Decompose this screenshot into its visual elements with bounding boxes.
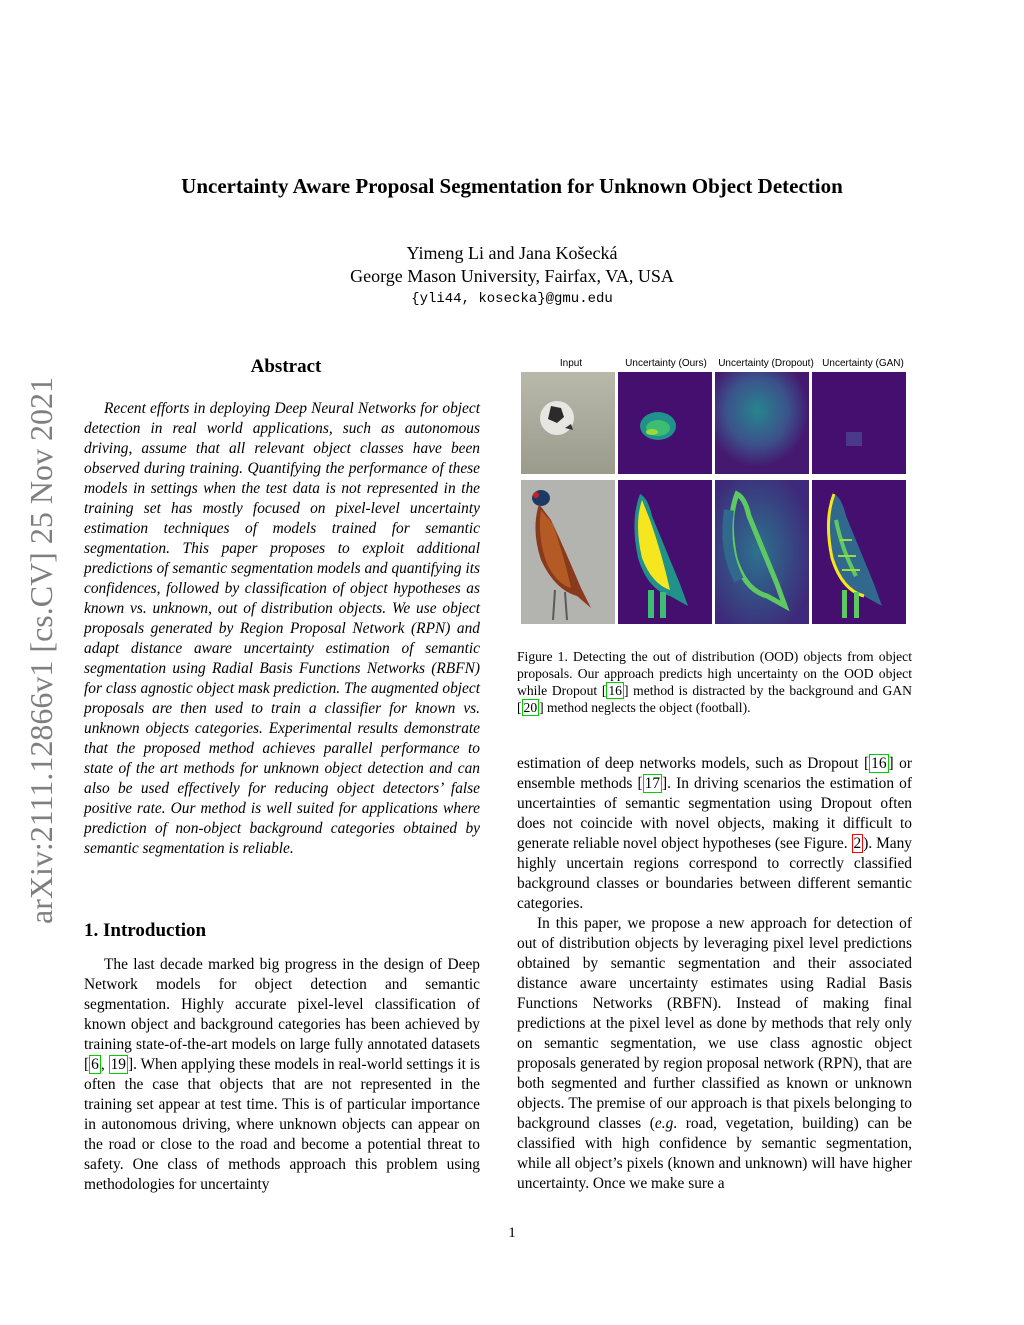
email: {yli44, kosecka}@gmu.edu xyxy=(411,291,613,307)
uncertainty-gan-football xyxy=(812,372,906,474)
paragraph: In this paper, we propose a new approach for detection of out of distribution objects by leveraging pixel level predictions obtained by semantic segmentation and their associated distance aware uncertainty estimates using Radial Basis Functions Networks (RBFN). Instead of making final predictions at the pixel level as done by methods that rely only on semantic segmentation, we use class agnostic object proposals generated by region proposal network (RPN), that are both segmented and further classified as known or unknown objects. The premise of our approach is that pixels belonging to background classes (e.g. road, vegetation, building) can be classified with high confidence by semantic segmentation, while all object’s pixels (known and unknown) will have higher uncertainty. Once we make sure a xyxy=(517,915,912,1192)
input-image-football xyxy=(521,372,615,474)
paper-title: Uncertainty Aware Proposal Segmentation for Unknown Object Detection xyxy=(181,174,843,198)
arxiv-id: arXiv:2111.12866v1 [cs.CV] 25 Nov 2021 xyxy=(22,376,59,924)
citation-link[interactable]: 17 xyxy=(644,775,661,792)
citation-link[interactable]: 19 xyxy=(110,1056,126,1073)
arxiv-stamp xyxy=(16,355,66,945)
page-number: 1 xyxy=(508,1225,516,1241)
uncertainty-ours-pheasant xyxy=(618,480,712,624)
figure-col-header: Uncertainty (Dropout) xyxy=(718,358,814,369)
figure-ref-link[interactable]: 2 xyxy=(853,835,862,852)
intro-paragraph: The last decade marked big progress in the design of Deep Network models for object detection and semantic segmentation. Highly accurate pixel-level classification of known object and background categories has been achieved by training state-of-the-art models on large fully annotated datasets [ 6 , 19 ]. When applying these models in real-world settings it is often the case that objects that are not represented in the training set appear at test time. This is of particular importance in autonomous driving, where unknown objects can appear on the road or close to the road and become a potential threat to safety. One class of methods approach this problem using methodologies for uncertainty xyxy=(84,956,480,1193)
affiliation: George Mason University, Fairfax, VA, USA xyxy=(350,266,674,286)
citation-link[interactable]: 16 xyxy=(871,755,887,772)
figure-col-header: Input xyxy=(559,358,583,369)
authors: Yimeng Li and Jana Košecká xyxy=(406,243,618,263)
citation-link[interactable]: 16 xyxy=(608,683,622,698)
abstract-heading: Abstract xyxy=(250,356,322,377)
figure-1 xyxy=(519,358,911,626)
citation-link[interactable]: 20 xyxy=(523,700,538,715)
figure-col-header: Uncertainty (GAN) xyxy=(822,358,904,369)
figure-caption: Figure 1. Detecting the out of distribution (OOD) objects from object proposals. Our approach predicts high uncertainty on the OOD object while Dropout [ 16 ] method is distracted by the background and GAN [ 20 ] method neglects the object (football). xyxy=(517,649,912,715)
paragraph: estimation of deep networks models, such as Dropout [ 16 ] or ensemble methods [ 17 ]. In driving scenarios the estimation of uncertainties of semantic segmentation using Dropout often does not coincide with novel objects, making it difficult to generate reliable novel object hypotheses (see Figure. 2 ). Many highly uncertain regions correspond to correctly classified background classes or boundaries between different semantic categories. xyxy=(517,755,912,912)
uncertainty-ours-football xyxy=(618,372,712,474)
intro-heading: 1. Introduction xyxy=(84,920,207,941)
figure-col-header: Uncertainty (Ours) xyxy=(625,358,707,369)
input-image-pheasant xyxy=(521,480,615,624)
citation-link[interactable]: 6 xyxy=(91,1056,99,1073)
uncertainty-dropout-football xyxy=(715,372,809,474)
uncertainty-dropout-pheasant xyxy=(715,480,809,624)
right-column-text xyxy=(517,754,912,1194)
uncertainty-gan-pheasant xyxy=(812,480,906,624)
abstract-text: Recent efforts in deploying Deep Neural Networks for object detection in real world applications, such as autonomous driving, assume that all relevant object classes have been observed during training. Quantifying the performance of these models in settings when the test data is not represented in the training set has mostly focused on pixel-level uncertainty estimation techniques of models trained for semantic segmentation. This paper proposes to exploit additional predictions of semantic segmentation models and quantifying its confidences, followed by classification of object hypotheses as known vs. unknown, out of distribution objects. We use object proposals generated by Region Proposal Network (RPN) and adapt distance aware uncertainty estimation of semantic segmentation using Radial Basis Functions Networks (RBFN) for class agnostic object mask prediction. The augmented object proposals are then used to train a classifier for known vs. unknown objects categories. Experimental results demonstrate that the proposed method achieves parallel performance to state of the art methods for unknown object detection and can also be used effectively for reducing object detectors’ false positive rate. Our method is well suited for applications where prediction of non-object background categories obtained by semantic segmentation is reliable. xyxy=(84,400,480,857)
